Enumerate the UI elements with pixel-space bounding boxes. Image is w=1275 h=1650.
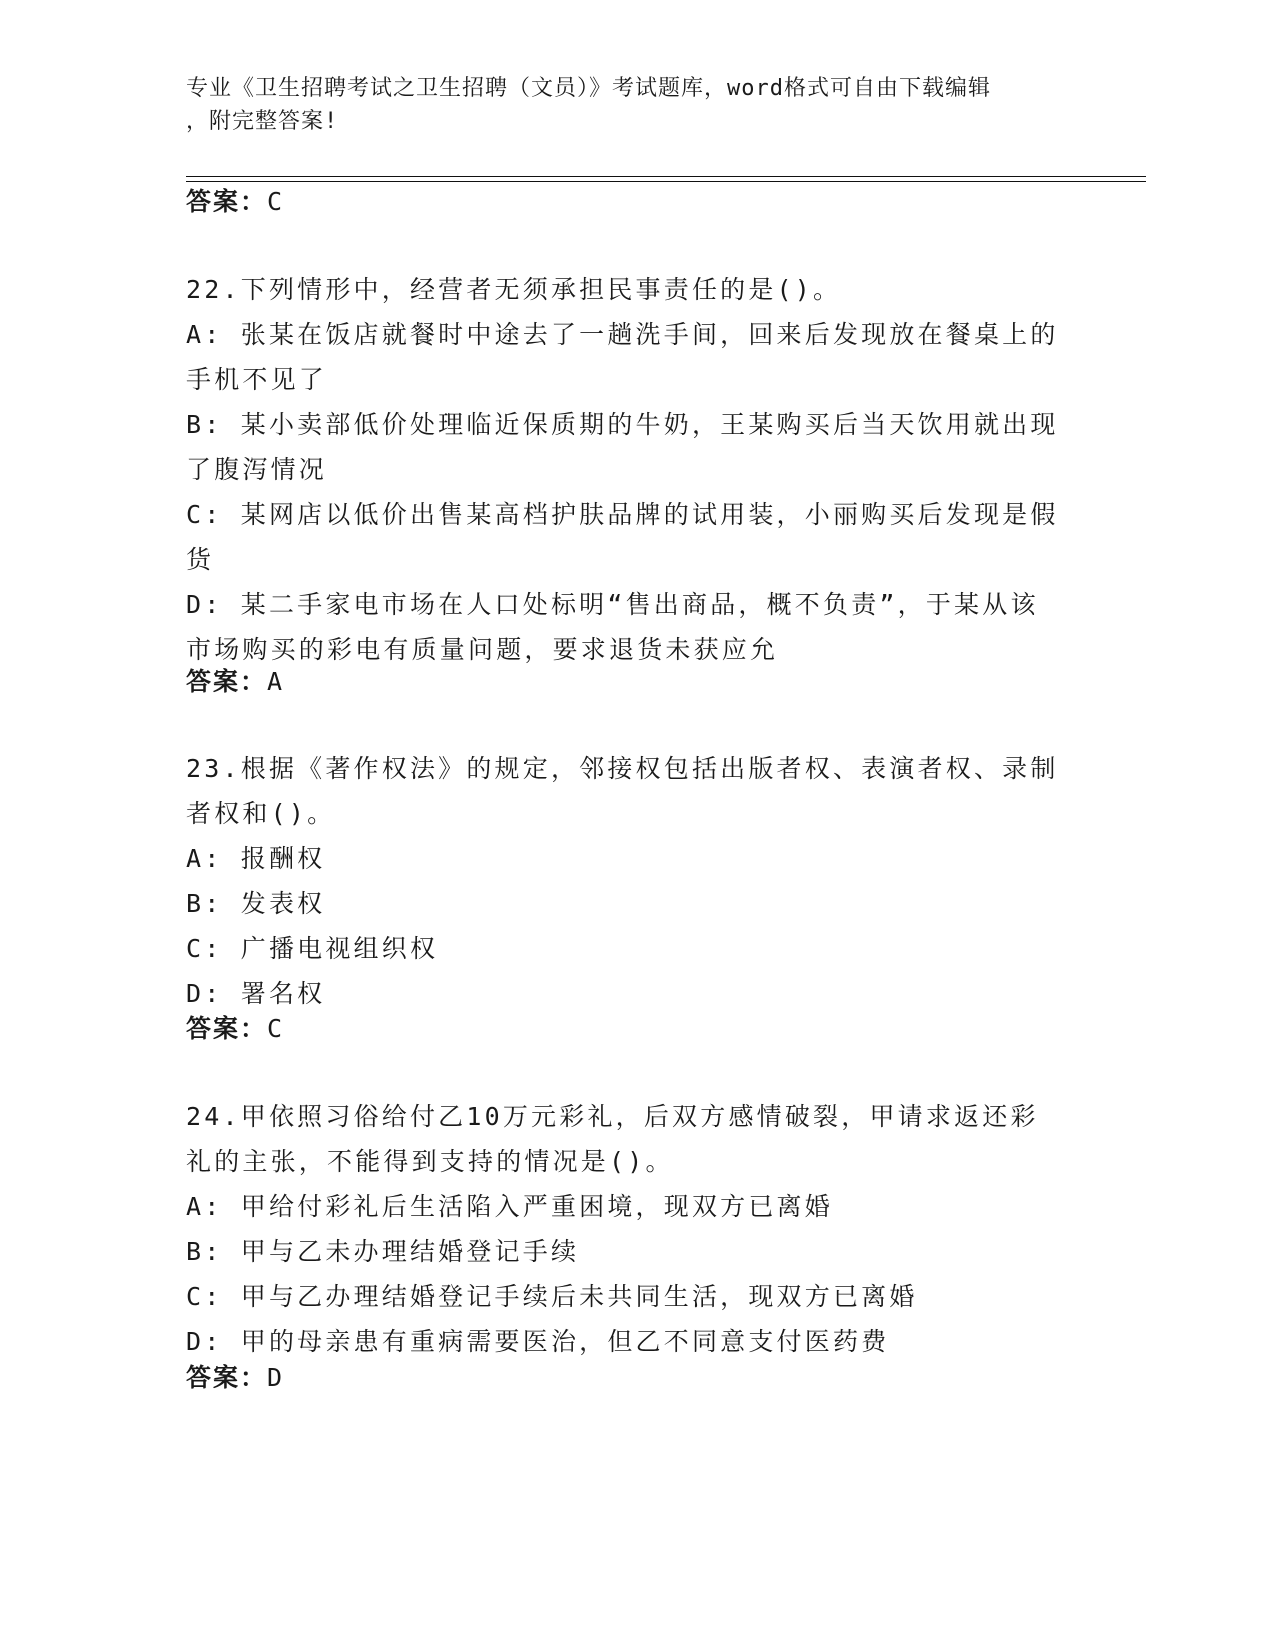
answer-value: A	[267, 667, 285, 696]
option-b: B: 某小卖部低价处理临近保质期的牛奶，王某购买后当天饮用就出现了腹泻情况	[186, 410, 1059, 484]
option-c: C: 广播电视组织权	[186, 934, 439, 963]
answer-label: 答案：	[186, 667, 268, 696]
answer-line-24	[186, 1360, 284, 1396]
option-d: D: 某二手家电市场在人口处标明“售出商品，概不负责”，于某从该市场购买的彩电有质量问题，要求退货未获应允	[186, 590, 1039, 664]
answer-label: 答案：	[186, 187, 268, 216]
question-22	[186, 267, 1066, 672]
answer-label: 答案：	[186, 1363, 268, 1392]
option-d: D: 署名权	[186, 979, 326, 1008]
option-a: A: 张某在饭店就餐时中途去了一趟洗手间，回来后发现放在餐桌上的手机不见了	[186, 320, 1059, 394]
header-line-1: 专业《卫生招聘考试之卫生招聘（文员）》考试题库，word格式可自由下载编辑	[186, 76, 991, 101]
answer-value: D	[267, 1363, 285, 1392]
question-23	[186, 746, 1066, 1016]
option-d: D: 甲的母亲患有重病需要医治，但乙不同意支付医药费	[186, 1327, 890, 1356]
question-stem: 23.根据《著作权法》的规定，邻接权包括出版者权、表演者权、录制者权和()。	[186, 754, 1059, 828]
option-c: C: 甲与乙办理结婚登记手续后未共同生活，现双方已离婚	[186, 1282, 918, 1311]
header-rule-top	[186, 176, 1146, 177]
question-stem: 22.下列情形中，经营者无须承担民事责任的是()。	[186, 275, 842, 304]
answer-line-previous	[186, 184, 284, 220]
header-line-2: ，附完整答案!	[186, 109, 339, 134]
answer-value: C	[267, 187, 285, 216]
page-header	[186, 72, 1066, 138]
answer-label: 答案：	[186, 1014, 268, 1043]
answer-value: C	[267, 1014, 285, 1043]
option-c: C: 某网店以低价出售某高档护肤品牌的试用装，小丽购买后发现是假货	[186, 500, 1059, 574]
option-a: A: 报酬权	[186, 844, 326, 873]
option-b: B: 发表权	[186, 889, 326, 918]
question-stem: 24.甲依照习俗给付乙10万元彩礼，后双方感情破裂，甲请求返还彩礼的主张，不能得到支持的情况是()。	[186, 1102, 1039, 1176]
header-rule-bottom	[186, 181, 1146, 182]
answer-line-22	[186, 664, 284, 700]
document-page	[186, 0, 1146, 1650]
question-24	[186, 1094, 1066, 1364]
option-a: A: 甲给付彩礼后生活陷入严重困境，现双方已离婚	[186, 1192, 833, 1221]
answer-line-23	[186, 1011, 284, 1047]
option-b: B: 甲与乙未办理结婚登记手续	[186, 1237, 580, 1266]
